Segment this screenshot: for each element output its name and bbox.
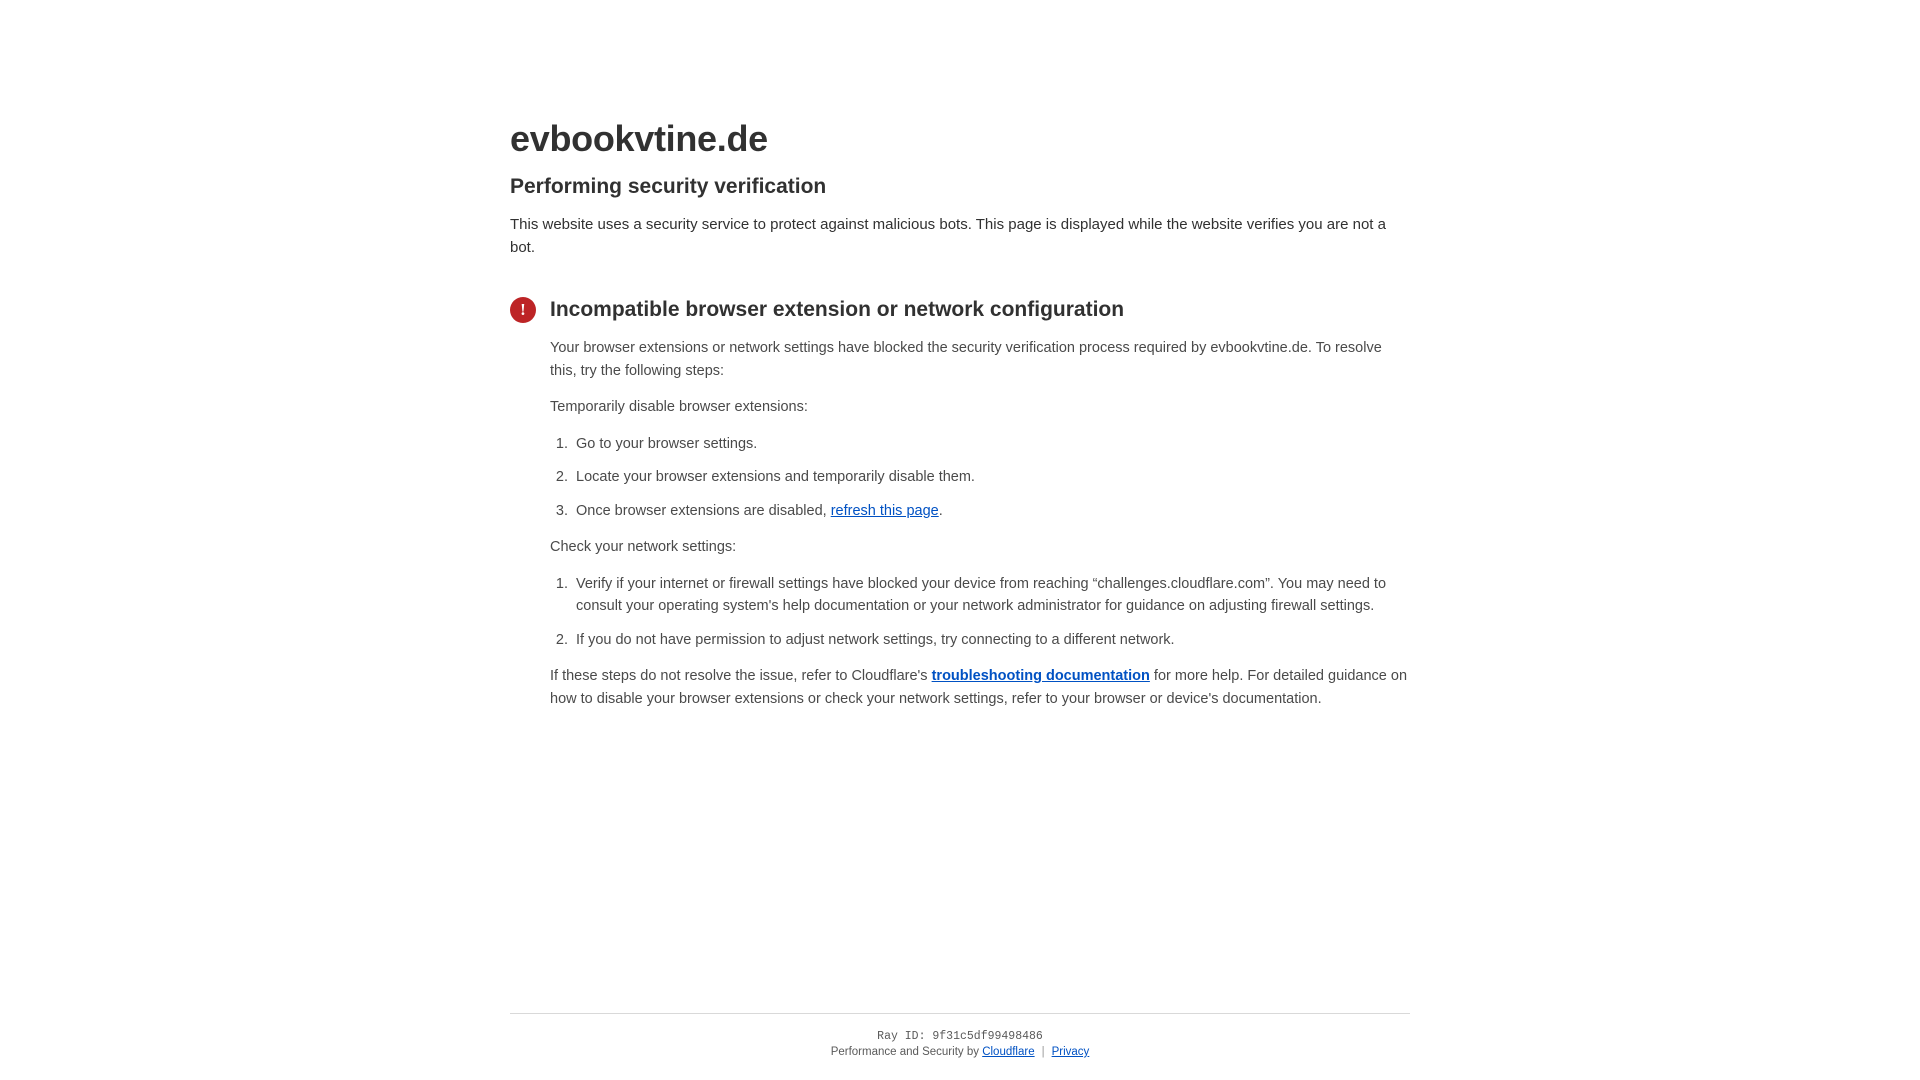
step-text: If you do not have permission to adjust network settings, try connecting to a different network. [576,631,1175,648]
list-item [572,629,1410,651]
page-footer [510,1013,1410,1058]
list-item [572,466,1410,488]
error-body [510,337,1410,710]
list-item [572,433,1410,455]
step-text: Go to your browser settings. [576,435,758,452]
troubleshooting-documentation-link[interactable]: troubleshooting documentation [931,668,1150,685]
verification-subtitle: Performing security verification [510,175,827,199]
intro-paragraph: This website uses a security service to protect against malicious bots. This page is displayed while the website verifies you are not a bot. [510,215,1386,256]
error-header [510,297,1410,323]
refresh-page-link[interactable]: refresh this page [830,502,939,519]
network-steps-list [550,573,1410,651]
extension-steps-list [550,433,1410,522]
closing-text-post: for more help. For detailed guidance on how to disable your browser extensions or check your network settings, refer to your browser or device's documentation. [550,668,1408,707]
step-text-post: . [938,502,943,519]
cloudflare-link[interactable]: Cloudflare [982,1046,1035,1058]
error-description: Your browser extensions or network settings have blocked the security verification process required by evbookvtine.de. To resolve this, try the following steps: [550,340,1382,379]
footer-divider [510,1013,1410,1014]
step-text: Verify if your internet or firewall settings have blocked your device from reaching “challenges.cloudflare.com”. You may need to consult your operating system's help documentation or your network administrator for guidance on adjusting firewall settings. [576,575,1387,615]
step-text: Once browser extensions are disabled, [576,502,831,519]
step-text: Locate your browser extensions and temporarily disable them. [576,469,975,486]
list-item [572,573,1410,618]
content-container [510,0,1410,710]
performance-line [510,1046,1410,1058]
closing-paragraph [550,665,1410,710]
closing-text-pre: If these steps do not resolve the issue, refer to Cloudflare's [550,668,932,685]
footer-separator: | [1041,1046,1045,1058]
error-block [510,297,1410,710]
alert-exclamation-icon: ! [510,297,536,323]
privacy-link[interactable]: Privacy [1051,1046,1090,1058]
performance-prefix: Performance and Security by [830,1046,983,1058]
extensions-heading: Temporarily disable browser extensions: [550,399,808,416]
ray-id: Ray ID: 9f31c5df99498486 [877,1030,1043,1043]
page-title: evbookvtine.de [510,118,768,159]
list-item [572,500,1410,522]
error-title: Incompatible browser extension or network configuration [550,298,1125,322]
network-heading: Check your network settings: [550,539,737,556]
